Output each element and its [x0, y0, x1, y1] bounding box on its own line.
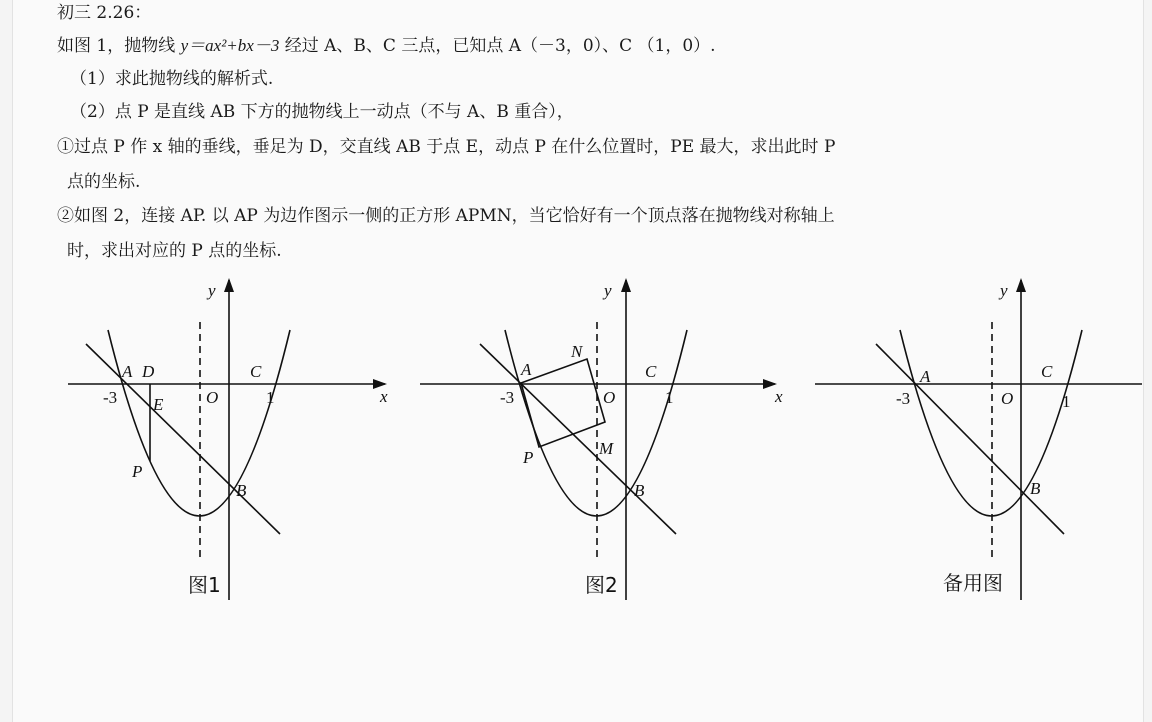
fig1-label-a: A: [122, 362, 133, 381]
intro-text-a: 如图 1，抛物线: [57, 36, 181, 56]
fig3-parabola: [900, 330, 1082, 516]
figure-1-labels: [103, 281, 388, 597]
fig2-label-o: O: [603, 388, 616, 407]
fig2-label-c: C: [645, 362, 657, 381]
fig1-caption: 图1: [188, 573, 221, 597]
fig2-caption: 图2: [585, 573, 618, 597]
fig3-label-y: y: [1000, 281, 1008, 300]
question-2-2-line2: 时，求出对应的 P 点的坐标.: [67, 241, 282, 261]
fig3-label-1: 1: [1062, 392, 1071, 411]
fig3-caption: 备用图: [943, 571, 1003, 595]
fig1-label-e: E: [153, 395, 164, 414]
parabola-formula: y＝ax²+bx－3: [180, 36, 280, 55]
fig1-parabola: [108, 330, 290, 516]
fig2-label-p: P: [523, 448, 534, 467]
fig2-label-b: B: [634, 481, 645, 500]
question-2-2-line1: ②如图 2，连接 AP. 以 AP 为边作图示一侧的正方形 APMN，当它恰好有一个顶点落在抛物线对称轴上: [57, 206, 835, 226]
fig1-label-c: C: [250, 362, 262, 381]
fig3-label-a: A: [920, 367, 931, 386]
fig2-label-a: A: [521, 360, 532, 379]
fig1-label-1: 1: [266, 388, 275, 407]
fig2-label-n: N: [571, 342, 583, 361]
fig2-square-apmn: [521, 359, 605, 447]
fig2-label-neg3: -3: [500, 388, 515, 407]
fig3-label-neg3: -3: [896, 389, 911, 408]
fig1-label-p: P: [132, 462, 143, 481]
fig1-label-y: y: [208, 281, 216, 300]
question-1: （1）求此抛物线的解析式.: [70, 69, 274, 89]
fig3-label-b: B: [1030, 479, 1041, 498]
fig1-label-neg3: -3: [103, 388, 118, 407]
figures-svg: [0, 270, 1152, 610]
fig3-label-o: O: [1001, 389, 1014, 408]
figure-1: [68, 280, 385, 600]
header-date: 初三 2.26：: [57, 3, 152, 23]
question-2-1-line1: ①过点 P 作 x 轴的垂线，垂足为 D，交直线 AB 于点 E，动点 P 在什么位置时，PE 最大，求出此时 P: [57, 137, 836, 157]
figure-3: [815, 280, 1142, 600]
fig2-label-1: 1: [665, 388, 674, 407]
question-2: （2）点 P 是直线 AB 下方的抛物线上一动点（不与 A、B 重合），: [70, 102, 574, 122]
intro-text-b: 经过 A、B、C 三点，已知点 A（－3，0）、C （1，0）.: [279, 36, 716, 56]
figure-3-labels: [896, 281, 1071, 595]
fig2-label-x: x: [775, 387, 783, 406]
fig2-label-m: M: [599, 439, 614, 458]
fig1-label-b: B: [236, 481, 247, 500]
fig2-label-y: y: [604, 281, 612, 300]
intro-line: [57, 35, 716, 57]
fig1-label-d: D: [142, 362, 155, 381]
fig1-label-x: x: [380, 387, 388, 406]
fig1-label-o: O: [206, 388, 219, 407]
figure-2-labels: [500, 281, 783, 597]
figure-2: [420, 280, 775, 600]
question-2-1-line2: 点的坐标.: [67, 172, 141, 192]
fig3-label-c: C: [1041, 362, 1053, 381]
